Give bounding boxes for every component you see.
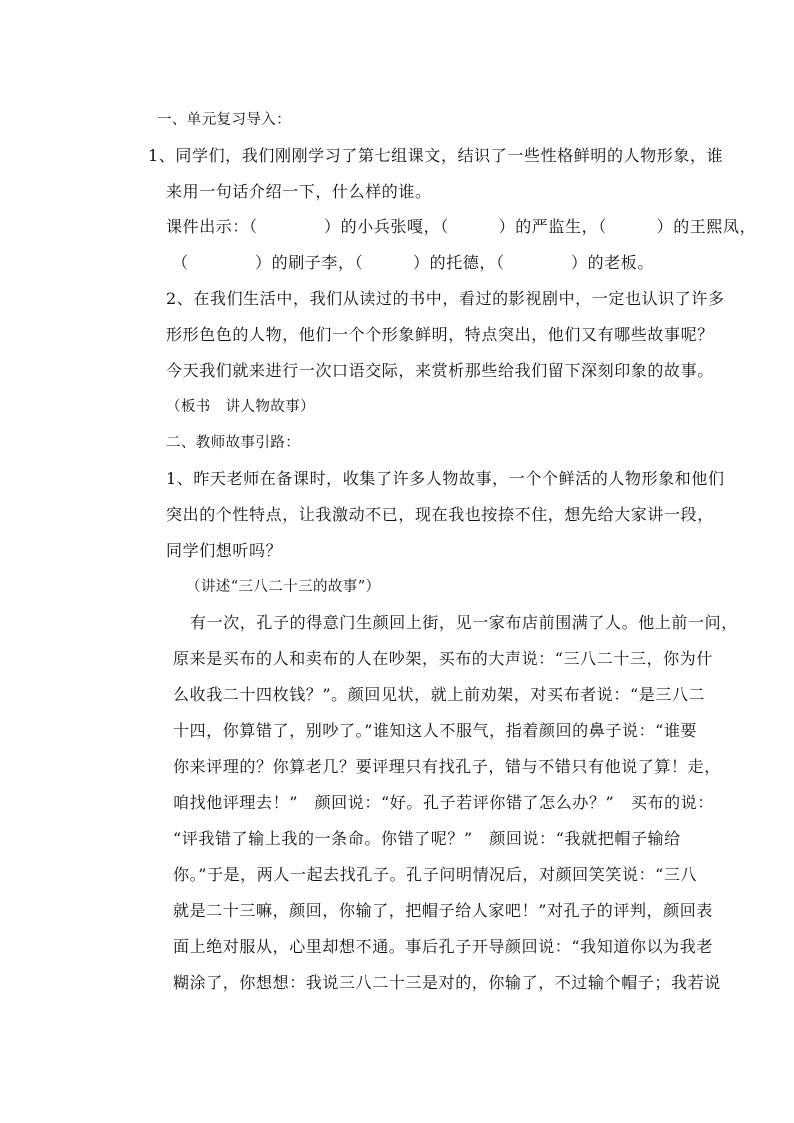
blackboard-note: （板书 讲人物故事） (166, 399, 315, 415)
story-line: 十四，你算错了，别吵了。”谁知这人不服气，指着颜回的鼻子说：“谁要 (173, 721, 698, 740)
section-heading-teacher-story: 二、教师故事引路： (166, 435, 301, 451)
paragraph-line: 来用一句话介绍一下，什么样的谁。 (166, 182, 432, 201)
story-line: 有一次，孔子的得意门生颜回上街，见一家布店前围满了人。他上前一问， (190, 613, 738, 632)
section-heading-review: 一、单元复习导入： (157, 112, 292, 128)
story-line: 么收我二十四枚钱？”。颜回见状，就上前劝架，对买布者说：“是三八二 (173, 685, 706, 704)
story-line: 咱找他评理去！” 颜回说：“好。孔子若评你错了怎么办？” 买布的说： (173, 793, 714, 812)
paragraph-line: 2、在我们生活中，我们从读过的书中，看过的影视剧中，一定也认识了许多 (166, 289, 725, 308)
paragraph-line: 今天我们就来进行一次口语交际，来赏析那些给我们留下深刻印象的故事。 (166, 361, 714, 380)
story-line: 你。”于是，两人一起去找孔子。孔子问明情况后，对颜回笑笑说：“三八 (173, 865, 698, 884)
story-line: 就是二十三嘛，颜回，你输了，把帽子给人家吧！”对孔子的评判，颜回表 (173, 901, 713, 920)
story-line: 糊涂了，你想想：我说三八二十三是对的，你输了，不过输个帽子；我若说 (173, 973, 721, 992)
story-line: “评我错了输上我的一条命。你错了呢？” 颜回说：“我就把帽子输给 (173, 829, 681, 848)
story-line: 你来评理的？你算老几？要评理只有找孔子，错与不错只有他说了算！走， (173, 757, 721, 776)
paragraph-line: 突出的个性特点，让我激动不已，现在我也按捺不住，想先给大家讲一段， (166, 505, 714, 524)
paragraph-line: 形形色色的人物，他们一个个形象鲜明，特点突出，他们又有哪些故事呢？ (166, 325, 714, 344)
story-line: 面上绝对服从，心里却想不通。事后孔子开导颜回说：“我知道你以为我老 (173, 937, 713, 956)
paragraph-line: （ ）的刷子李，（ ）的托德，（ ）的老板。 (172, 253, 655, 272)
paragraph-line: 课件出示：（ ）的小兵张嘎，（ ）的严监生，（ ）的王熙凤， (166, 217, 757, 236)
story-title-note: （讲述“三八二十三的故事”） (186, 579, 381, 595)
story-line: 原来是买布的人和卖布的人在吵架，买布的大声说：“三八二十三，你为什 (173, 649, 713, 668)
paragraph-line: 1、昨天老师在备课时，收集了许多人物故事，一个个鲜活的人物形象和他们 (166, 469, 725, 488)
paragraph-line: 同学们想听吗？ (166, 541, 283, 560)
paragraph-line: 1、同学们，我们刚刚学习了第七组课文，结识了一些性格鲜明的人物形象，谁 (148, 146, 724, 165)
